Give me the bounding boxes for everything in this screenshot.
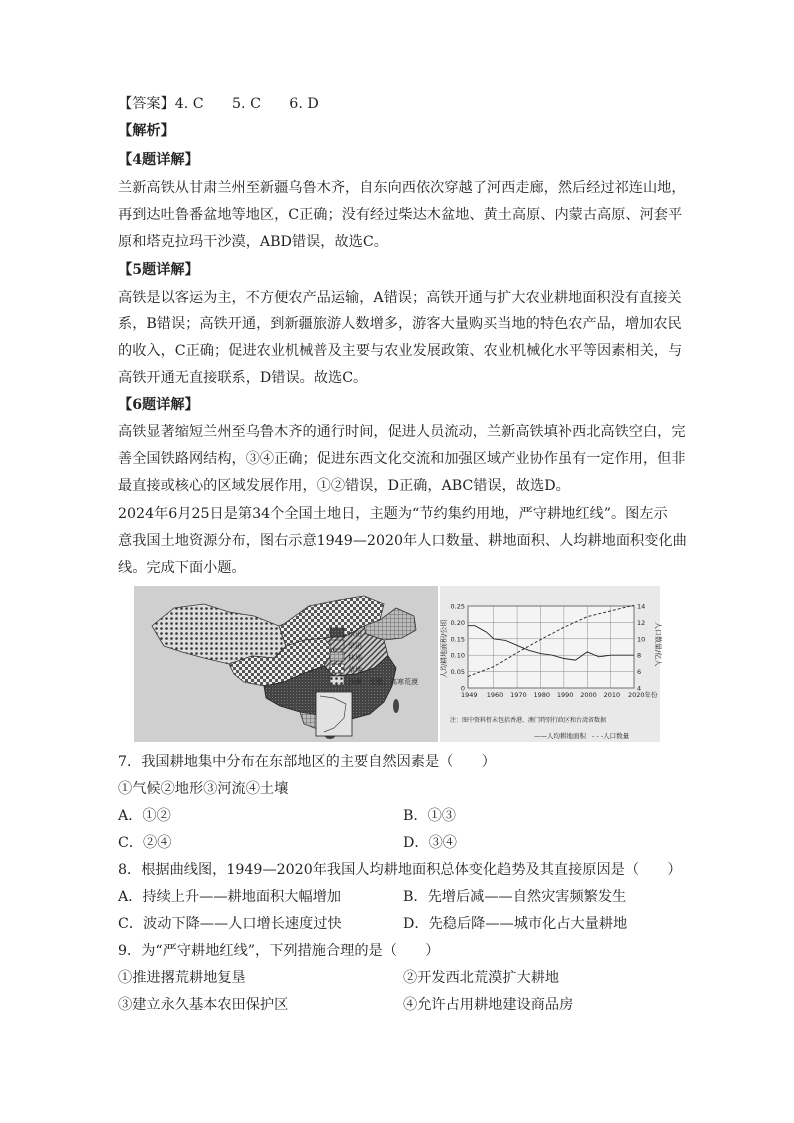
intro-line-1: 2024年6月25日是第34个全国土地日，主题为“节约集约用地，严守耕地红线”。图左示 <box>118 506 668 522</box>
q8-option-d[interactable]: D．先稳后降——城市化占大量耕地 <box>403 916 628 932</box>
right-tick-label: 8 <box>637 651 642 660</box>
x-tick-label: 1990 <box>556 691 574 699</box>
q6-line-2: 善全国铁路网结构，③④正确；促进东西文化交流和加强区域产业协作虽有一定作用，但非 <box>118 451 686 467</box>
q9-option-4: ④允许占用耕地建设商品房 <box>403 997 574 1013</box>
q5-line-4: 高铁开通无直接联系，D错误。故选C。 <box>118 370 368 386</box>
q6-line-1: 高铁显著缩短兰州至乌鲁木齐的通行时间，促进人员流动，兰新高铁填补西北高铁空白，完 <box>118 424 686 440</box>
analysis-label: 【解析】 <box>118 123 175 139</box>
q7-option-b[interactable]: B．①③ <box>403 808 456 824</box>
legend-swatch-grassland <box>330 664 344 673</box>
land-map <box>134 586 438 742</box>
x-tick-label: 1960 <box>486 691 504 699</box>
legend-label-desert: 沙漠、戈壁、高寒荒漠 <box>348 678 418 686</box>
q8-option-c[interactable]: C．波动下降——人口增长速度过快 <box>118 916 342 932</box>
q4-line-2: 再到达吐鲁番盆地等地区，C正确；没有经过柴达木盆地、黄土高原、内蒙古高原、河套平 <box>118 207 683 223</box>
chart-legend-area: ——人均耕地面积 <box>534 732 586 740</box>
q7-option-a[interactable]: A．①② <box>118 808 171 824</box>
plot-area <box>468 606 634 688</box>
left-tick-label: 0.05 <box>450 668 465 677</box>
q9-stem: 9．为“严守耕地红线”，下列措施合理的是（ ） <box>118 943 440 959</box>
figure <box>134 586 660 742</box>
q8-option-b[interactable]: B．先增后减——自然灾害频繁发生 <box>403 889 627 905</box>
x-tick-label: 2000 <box>580 691 597 699</box>
right-axis-label: 人口数量/亿人 <box>654 622 662 667</box>
left-tick-label: 0.20 <box>450 618 465 627</box>
right-tick-label: 12 <box>637 618 646 627</box>
x-tick-label: 2020年份 <box>628 691 658 699</box>
chart-note: 注：图中资料暂未包括香港、澳门特别行政区和台湾省数据 <box>450 717 607 724</box>
left-tick-label: 0.10 <box>450 651 465 660</box>
figure-svg <box>134 586 660 742</box>
map-taiwan <box>393 699 399 713</box>
q7-option-c[interactable]: C．②④ <box>118 835 172 851</box>
cropland-chart <box>439 586 663 742</box>
legend-label-forest: 林地 <box>348 654 362 662</box>
intro-line-3: 线。完成下面小题。 <box>118 560 246 576</box>
q6-line-3: 最直接或核心的区域发展作用，①②错误，D正确，ABC错误，故选D。 <box>118 478 570 494</box>
q5-title: 【5题详解】 <box>118 262 199 278</box>
x-tick-label: 1980 <box>533 691 551 699</box>
q4-title: 【4题详解】 <box>118 152 199 168</box>
q9-option-1: ①推进撂荒耕地复垦 <box>118 970 246 986</box>
legend-swatch-desert <box>330 676 344 685</box>
right-tick-label: 6 <box>637 668 642 677</box>
right-tick-label: 14 <box>637 602 646 611</box>
q6-title: 【6题详解】 <box>118 397 199 413</box>
x-axis-ticks <box>461 690 658 699</box>
left-tick-label: 0.25 <box>450 602 465 611</box>
legend-swatch-dryland <box>330 640 344 649</box>
q9-option-2: ②开发西北荒漠扩大耕地 <box>403 970 560 986</box>
q7-sub: ①气候②地形③河流④土壤 <box>118 781 289 797</box>
right-tick-label: 4 <box>637 684 642 693</box>
q5-line-3: 的收入，C正确；促进农业机械普及主要与农业发展政策、农业机械化水平等因素相关，与 <box>118 343 683 359</box>
q8-stem: 8．根据曲线图，1949—2020年我国人均耕地面积总体变化趋势及其直接原因是（ ） <box>118 862 682 878</box>
legend-swatch-paddy <box>330 628 344 637</box>
x-tick-label: 2010 <box>603 691 621 699</box>
left-tick-label: 0.15 <box>450 635 465 644</box>
q5-line-1: 高铁是以客运为主，不方便农产品运输，A错误；高铁开通与扩大农业耕地面积没有直接关 <box>118 290 682 306</box>
legend-label-paddy: 水田 <box>348 630 362 638</box>
right-tick-label: 10 <box>637 635 646 644</box>
q7-stem: 7．我国耕地集中分布在东部地区的主要自然因素是（ ） <box>118 754 496 770</box>
intro-line-2: 意我国土地资源分布，图右示意1949—2020年人口数量、耕地面积、人均耕地面积变化曲 <box>118 533 687 549</box>
left-tick-label: 0 <box>460 684 465 693</box>
legend-label-grassland: 草地 <box>348 666 362 674</box>
q8-option-a[interactable]: A．持续上升——耕地面积大幅增加 <box>118 889 342 905</box>
answer-line: 【答案】4. C 5. C 6. D <box>118 96 319 112</box>
chart-legend-population: - - -人口数量 <box>592 732 630 740</box>
q4-line-3: 原和塔克拉玛干沙漠，ABD错误，故选C。 <box>118 234 388 250</box>
legend-swatch-forest <box>330 652 344 661</box>
q9-option-3: ③建立永久基本农田保护区 <box>118 997 289 1013</box>
x-tick-label: 1970 <box>510 691 527 699</box>
x-tick-label: 1949 <box>461 691 478 699</box>
q7-option-d[interactable]: D．③④ <box>403 835 457 851</box>
legend-label-dryland: 旱田 <box>348 642 362 650</box>
q4-line-1: 兰新高铁从甘肃兰州至新疆乌鲁木齐，自东向西依次穿越了河西走廊，然后经过祁连山地， <box>118 180 686 196</box>
left-axis-label: 人均耕地面积/公顷 <box>440 619 448 678</box>
q5-line-2: 系，B错误；高铁开通，到新疆旅游人数增多，游客大量购买当地的特色农产品，增加农民 <box>118 316 682 332</box>
south-sea-inset <box>316 692 352 736</box>
